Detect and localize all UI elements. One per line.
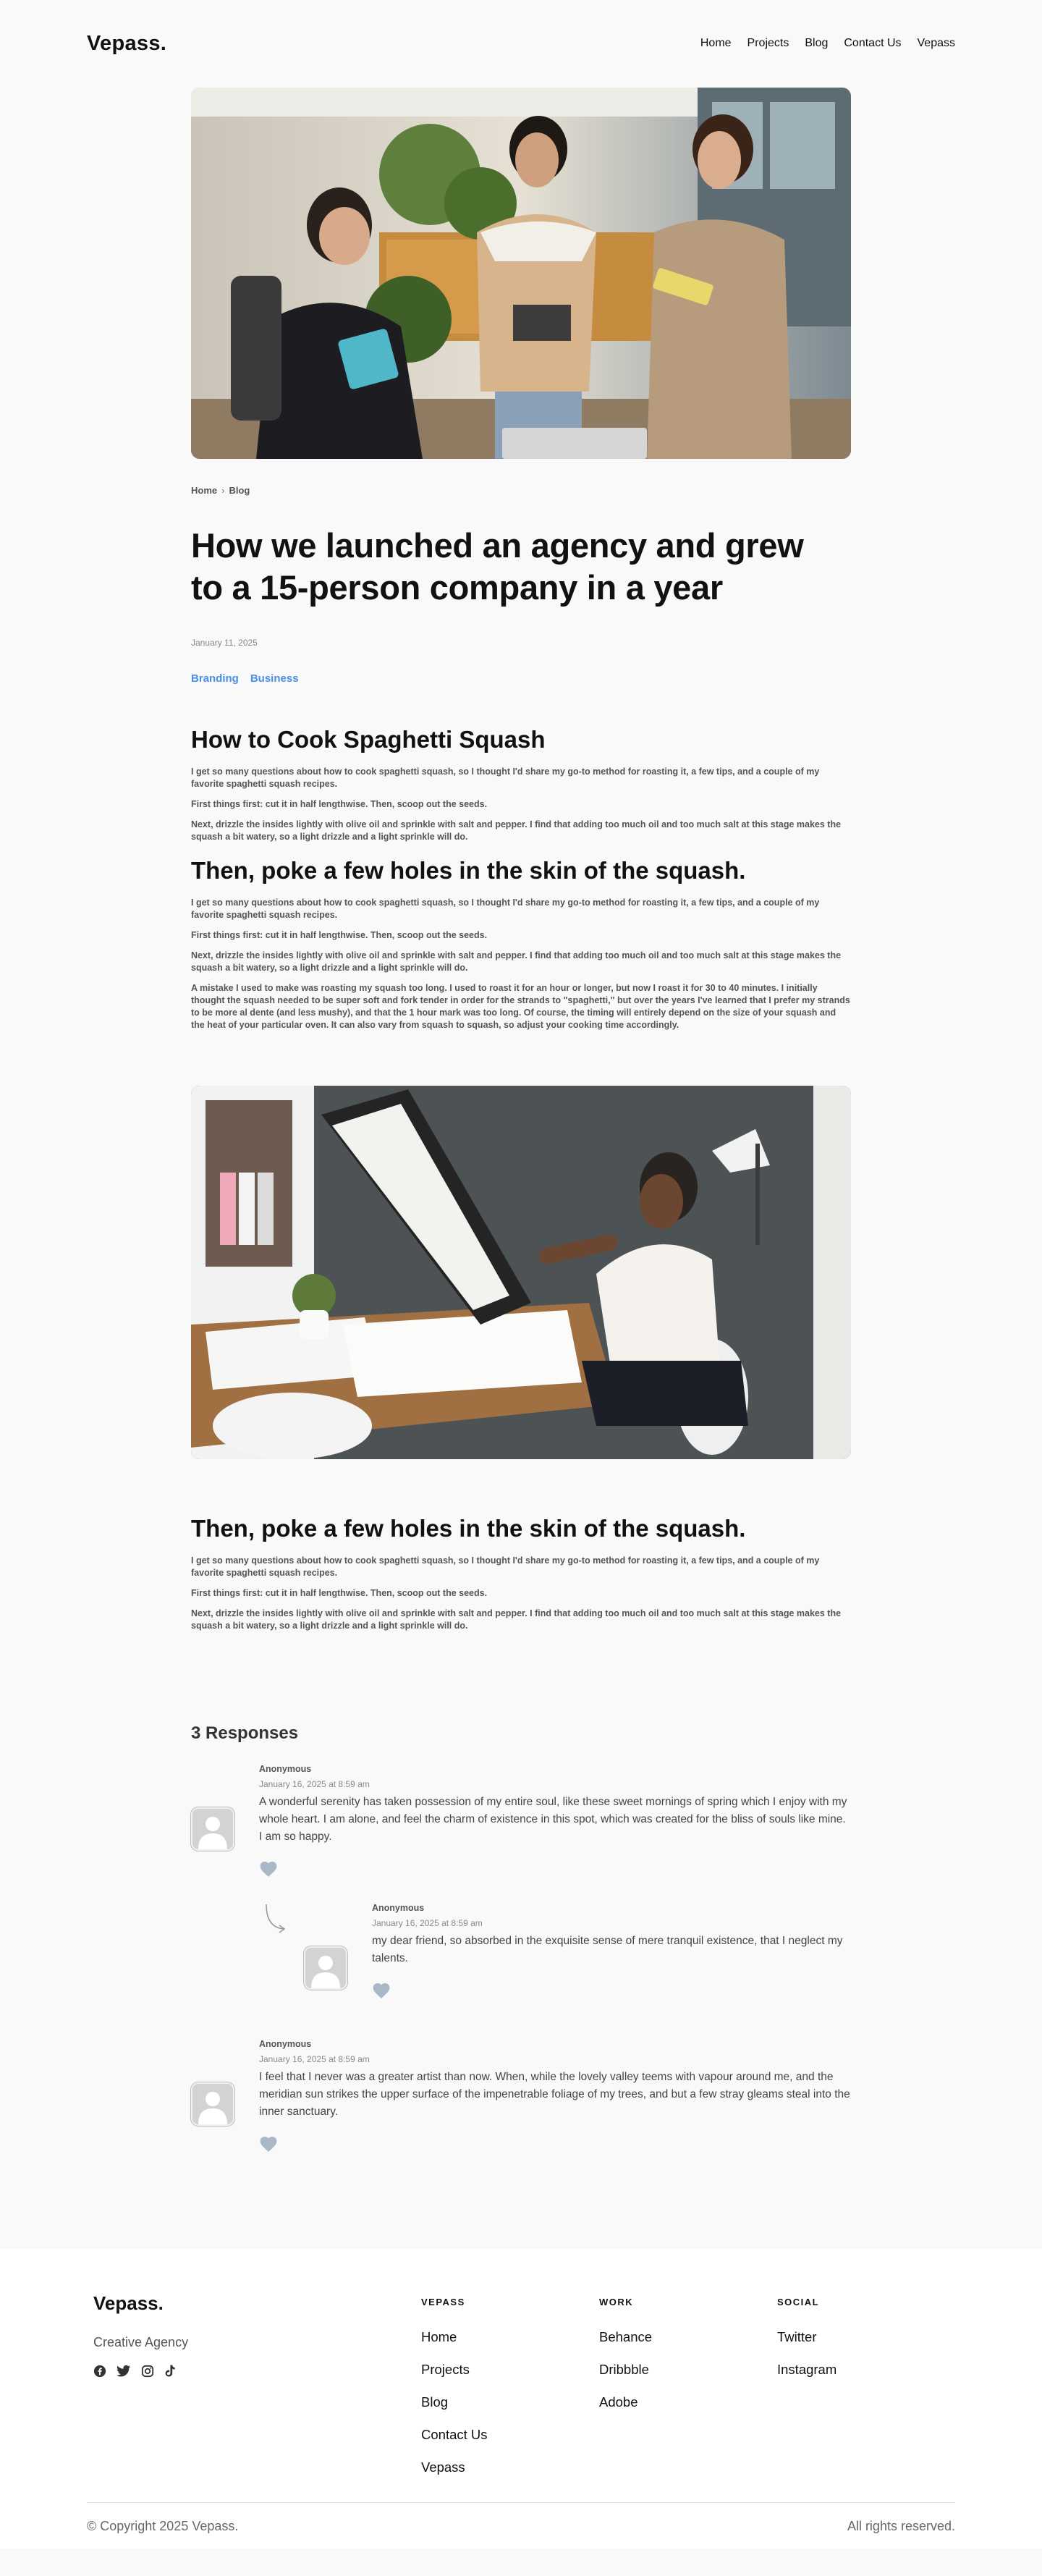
footer-col-title: WORK [599, 2297, 634, 2307]
site-header [0, 0, 1042, 87]
tag-branding[interactable]: Branding [191, 672, 239, 685]
social-links [93, 2365, 421, 2378]
nav-contact-us[interactable]: Contact Us [844, 37, 902, 49]
nav-projects[interactable]: Projects [747, 37, 789, 49]
footer-link-blog[interactable]: Blog [421, 2394, 449, 2410]
nav-home[interactable]: Home [700, 37, 732, 49]
section-heading: Then, poke a few holes in the skin of the squash. [191, 857, 746, 884]
footer-logo[interactable]: Vepass. [93, 2292, 164, 2314]
footer-col-vepass [421, 2292, 599, 2483]
avatar [304, 1946, 347, 1990]
footer-link-twitter[interactable]: Twitter [777, 2329, 817, 2344]
hero-image-illustration [191, 88, 851, 459]
paragraph: A mistake I used to make was roasting my squash too long. I used to roast it for an hour or longer, but now I roast it for 30 to 40 minutes. I initially thought the squash needed to be super soft and fork tender in order for the strands to "spaghetti," but over the years I've learned that I prefer my strands to be more al dente (and less mushy), and that the 1 hour mark was too long. Of course, the timing will entirely depend on the size of your squash and the heat of your particular oven. It can also vary from squash to squash, so adjust your cooking time accordingly. [191, 983, 850, 1030]
twitter-icon[interactable] [117, 2365, 131, 2378]
comment-reply [259, 1903, 851, 2026]
main-nav [700, 37, 955, 50]
comment-body [372, 1903, 851, 1999]
user-icon [192, 2084, 233, 2124]
comment-body [259, 1764, 851, 1878]
comment [191, 1764, 851, 1894]
tiktok-icon[interactable] [164, 2365, 176, 2378]
article-image [191, 1086, 851, 1459]
paragraph: First things first: cut it in half lengthwise. Then, scoop out the seeds. [191, 930, 488, 940]
comment-text: I feel that I never was a greater artist than now. When, while the lovely valley teems with vapour around me, and the meridian sun strikes the upper surface of the impenetrable foliage of my trees, and but a few stray gleams steal into the inner sanctuary. [259, 2071, 850, 2118]
paragraph: First things first: cut it in half lengthwise. Then, scoop out the seeds. [191, 799, 488, 809]
comment-text: my dear friend, so absorbed in the exquisite sense of mere tranquil existence, that I neglect my talents. [372, 1935, 843, 1964]
paragraph: First things first: cut it in half lengthwise. Then, scoop out the seeds. [191, 1588, 488, 1598]
comment [191, 2039, 851, 2169]
user-icon [192, 1809, 233, 1849]
footer-bottom [87, 2502, 955, 2548]
comment-date: January 16, 2025 at 8:59 am [259, 2054, 370, 2064]
rights-text: All rights reserved. [847, 2519, 955, 2533]
chevron-right-icon: › [221, 485, 225, 496]
paragraph: Next, drizzle the insides lightly with olive oil and sprinkle with salt and pepper. I find that adding too much oil and too much salt at this stage makes the squash a bit watery, so a light drizzle and a light sprinkle will do. [191, 950, 842, 973]
footer-col-title: VEPASS [421, 2297, 465, 2307]
comment-author: Anonymous [259, 1764, 312, 1774]
footer-link-vepass[interactable]: Vepass [421, 2459, 465, 2475]
footer-link-home[interactable]: Home [421, 2329, 457, 2344]
responses-title: 3 Responses [191, 1723, 299, 1743]
comment-author: Anonymous [372, 1903, 425, 1913]
heart-icon[interactable] [259, 2135, 278, 2153]
comment-text: A wonderful serenity has taken possession of my entire soul, like these sweet mornings of spring which I enjoy with my whole heart. I am alone, and feel the charm of existence in this spot, which was created for the bliss of souls like mine. I am so happy. [259, 1796, 847, 1843]
post-date: January 11, 2025 [191, 638, 258, 648]
page-title: How we launched an agency and grew to a 15-person company in a year [191, 526, 804, 607]
footer-link-instagram[interactable]: Instagram [777, 2362, 837, 2377]
comment-author: Anonymous [259, 2039, 312, 2049]
footer-col-social [777, 2292, 955, 2483]
nav-vepass[interactable]: Vepass [917, 37, 955, 49]
instagram-icon[interactable] [141, 2365, 154, 2378]
article-section-3 [191, 1514, 851, 1632]
site-logo[interactable]: Vepass. [87, 31, 167, 55]
tag-business[interactable]: Business [250, 672, 299, 685]
footer-col-work [599, 2292, 777, 2483]
article [191, 88, 851, 2169]
paragraph: I get so many questions about how to cook spaghetti squash, so I thought I'd share my go-to method for roasting it, a few tips, and a couple of my favorite spaghetti squash recipes. [191, 898, 820, 920]
user-icon [305, 1948, 346, 1988]
responses-section [191, 1723, 851, 2169]
footer-link-adobe[interactable]: Adobe [599, 2394, 638, 2410]
paragraph: I get so many questions about how to cook spaghetti squash, so I thought I'd share my go-to method for roasting it, a few tips, and a couple of my favorite spaghetti squash recipes. [191, 767, 820, 789]
footer-brand [87, 2292, 421, 2483]
comment-date: January 16, 2025 at 8:59 am [259, 1779, 370, 1789]
site-footer [0, 2249, 1042, 2548]
footer-link-dribbble[interactable]: Dribbble [599, 2362, 649, 2377]
footer-tagline: Creative Agency [93, 2335, 189, 2349]
footer-link-contact-us[interactable]: Contact Us [421, 2427, 488, 2442]
breadcrumb-blog[interactable]: Blog [229, 485, 250, 496]
paragraph: Next, drizzle the insides lightly with olive oil and sprinkle with salt and pepper. I find that adding too much oil and too much salt at this stage makes the squash a bit watery, so a light drizzle and a light sprinkle will do. [191, 1608, 842, 1631]
tag-list [191, 672, 851, 685]
section-heading: Then, poke a few holes in the skin of the squash. [191, 1515, 746, 1542]
comment-date: January 16, 2025 at 8:59 am [372, 1918, 483, 1928]
hero-image [191, 88, 851, 459]
breadcrumb-home[interactable]: Home [191, 485, 218, 496]
paragraph: Next, drizzle the insides lightly with olive oil and sprinkle with salt and pepper. I find that adding too much oil and too much salt at this stage makes the squash a bit watery, so a light drizzle and a light sprinkle will do. [191, 819, 842, 842]
breadcrumb [191, 485, 851, 496]
avatar [191, 2082, 234, 2126]
paragraph: I get so many questions about how to cook spaghetti squash, so I thought I'd share my go-to method for roasting it, a few tips, and a couple of my favorite spaghetti squash recipes. [191, 1555, 820, 1578]
article-image-illustration [191, 1086, 851, 1459]
footer-col-title: SOCIAL [777, 2297, 820, 2307]
reply-arrow-icon [263, 1903, 288, 1935]
footer-link-projects[interactable]: Projects [421, 2362, 470, 2377]
section-heading: How to Cook Spaghetti Squash [191, 726, 546, 753]
facebook-icon[interactable] [93, 2365, 106, 2378]
avatar [191, 1807, 234, 1851]
footer-link-behance[interactable]: Behance [599, 2329, 653, 2344]
article-section-1 [191, 725, 851, 843]
article-section-2 [191, 856, 851, 1031]
heart-icon[interactable] [259, 1860, 278, 1878]
comment-body [259, 2039, 851, 2153]
footer-top [87, 2292, 955, 2483]
nav-blog[interactable]: Blog [805, 37, 829, 49]
copyright-text: © Copyright 2025 Vepass. [87, 2519, 239, 2533]
heart-icon[interactable] [372, 1982, 391, 1999]
